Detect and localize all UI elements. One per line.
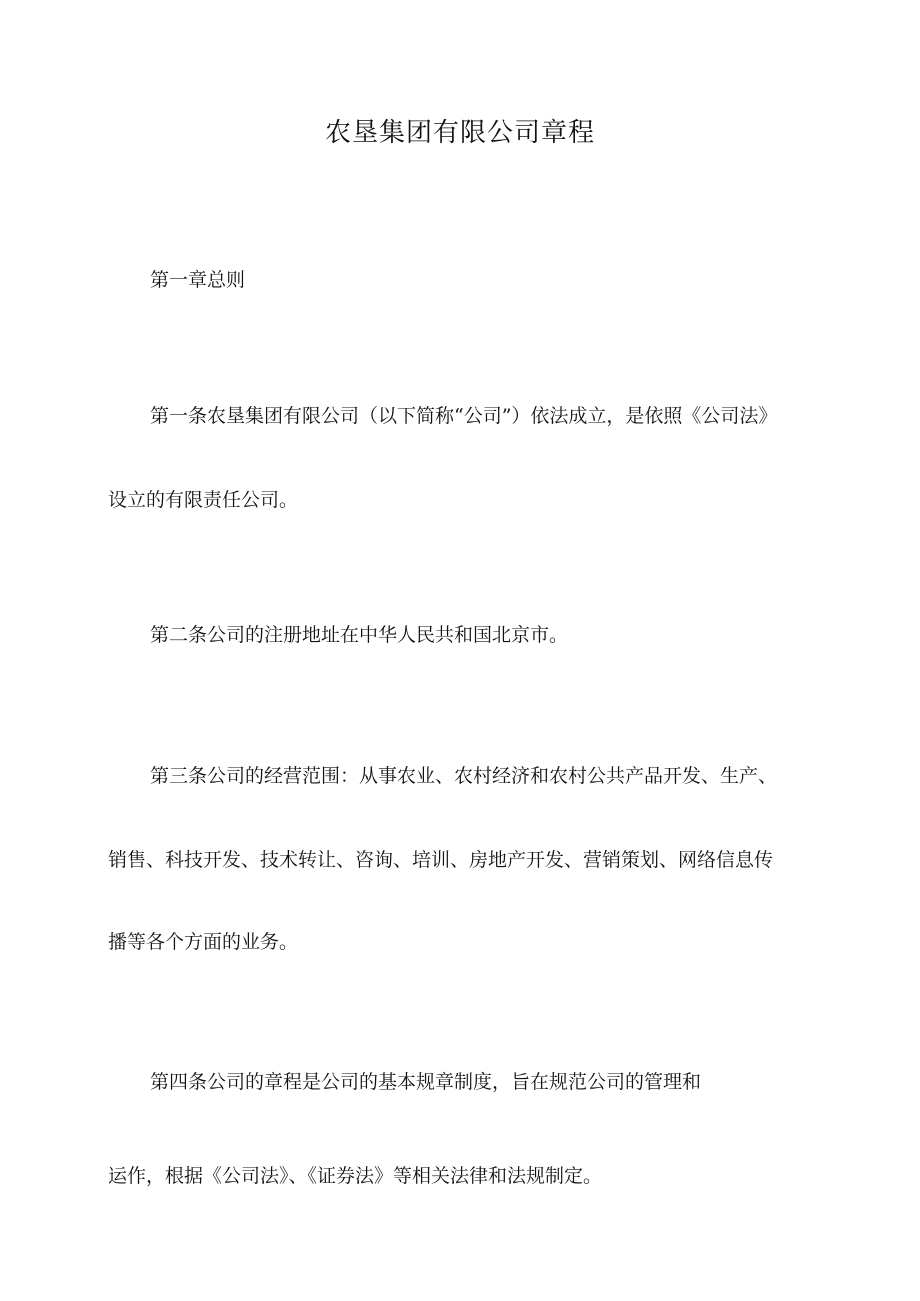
article-3-line-1: 第三条公司的经营范围：从事农业、农村经济和农村公共产品开发、生产、 [150,765,778,787]
document-title: 农垦集团有限公司章程 [324,118,595,148]
chapter-heading: 第一章总则 [150,269,246,291]
article-4-line-2: 运作，根据《公司法》、《证券法》等相关法律和法规制定。 [108,1165,603,1187]
article-4-line-1: 第四条公司的章程是公司的基本规章制度，旨在规范公司的管理和 [150,1071,702,1093]
article-2-line-1: 第二条公司的注册地址在中华人民共和国北京市。 [150,624,569,646]
article-1-line-1: 第一条农垦集团有限公司（以下简称“公司”）依法成立，是依照《公司法》 [150,405,778,427]
article-3-line-3: 播等各个方面的业务。 [108,931,299,953]
article-3-line-2: 销售、科技开发、技术转让、咨询、培训、房地产开发、营销策划、网络信息传 [108,849,774,871]
article-1-line-2: 设立的有限责任公司。 [108,489,299,511]
